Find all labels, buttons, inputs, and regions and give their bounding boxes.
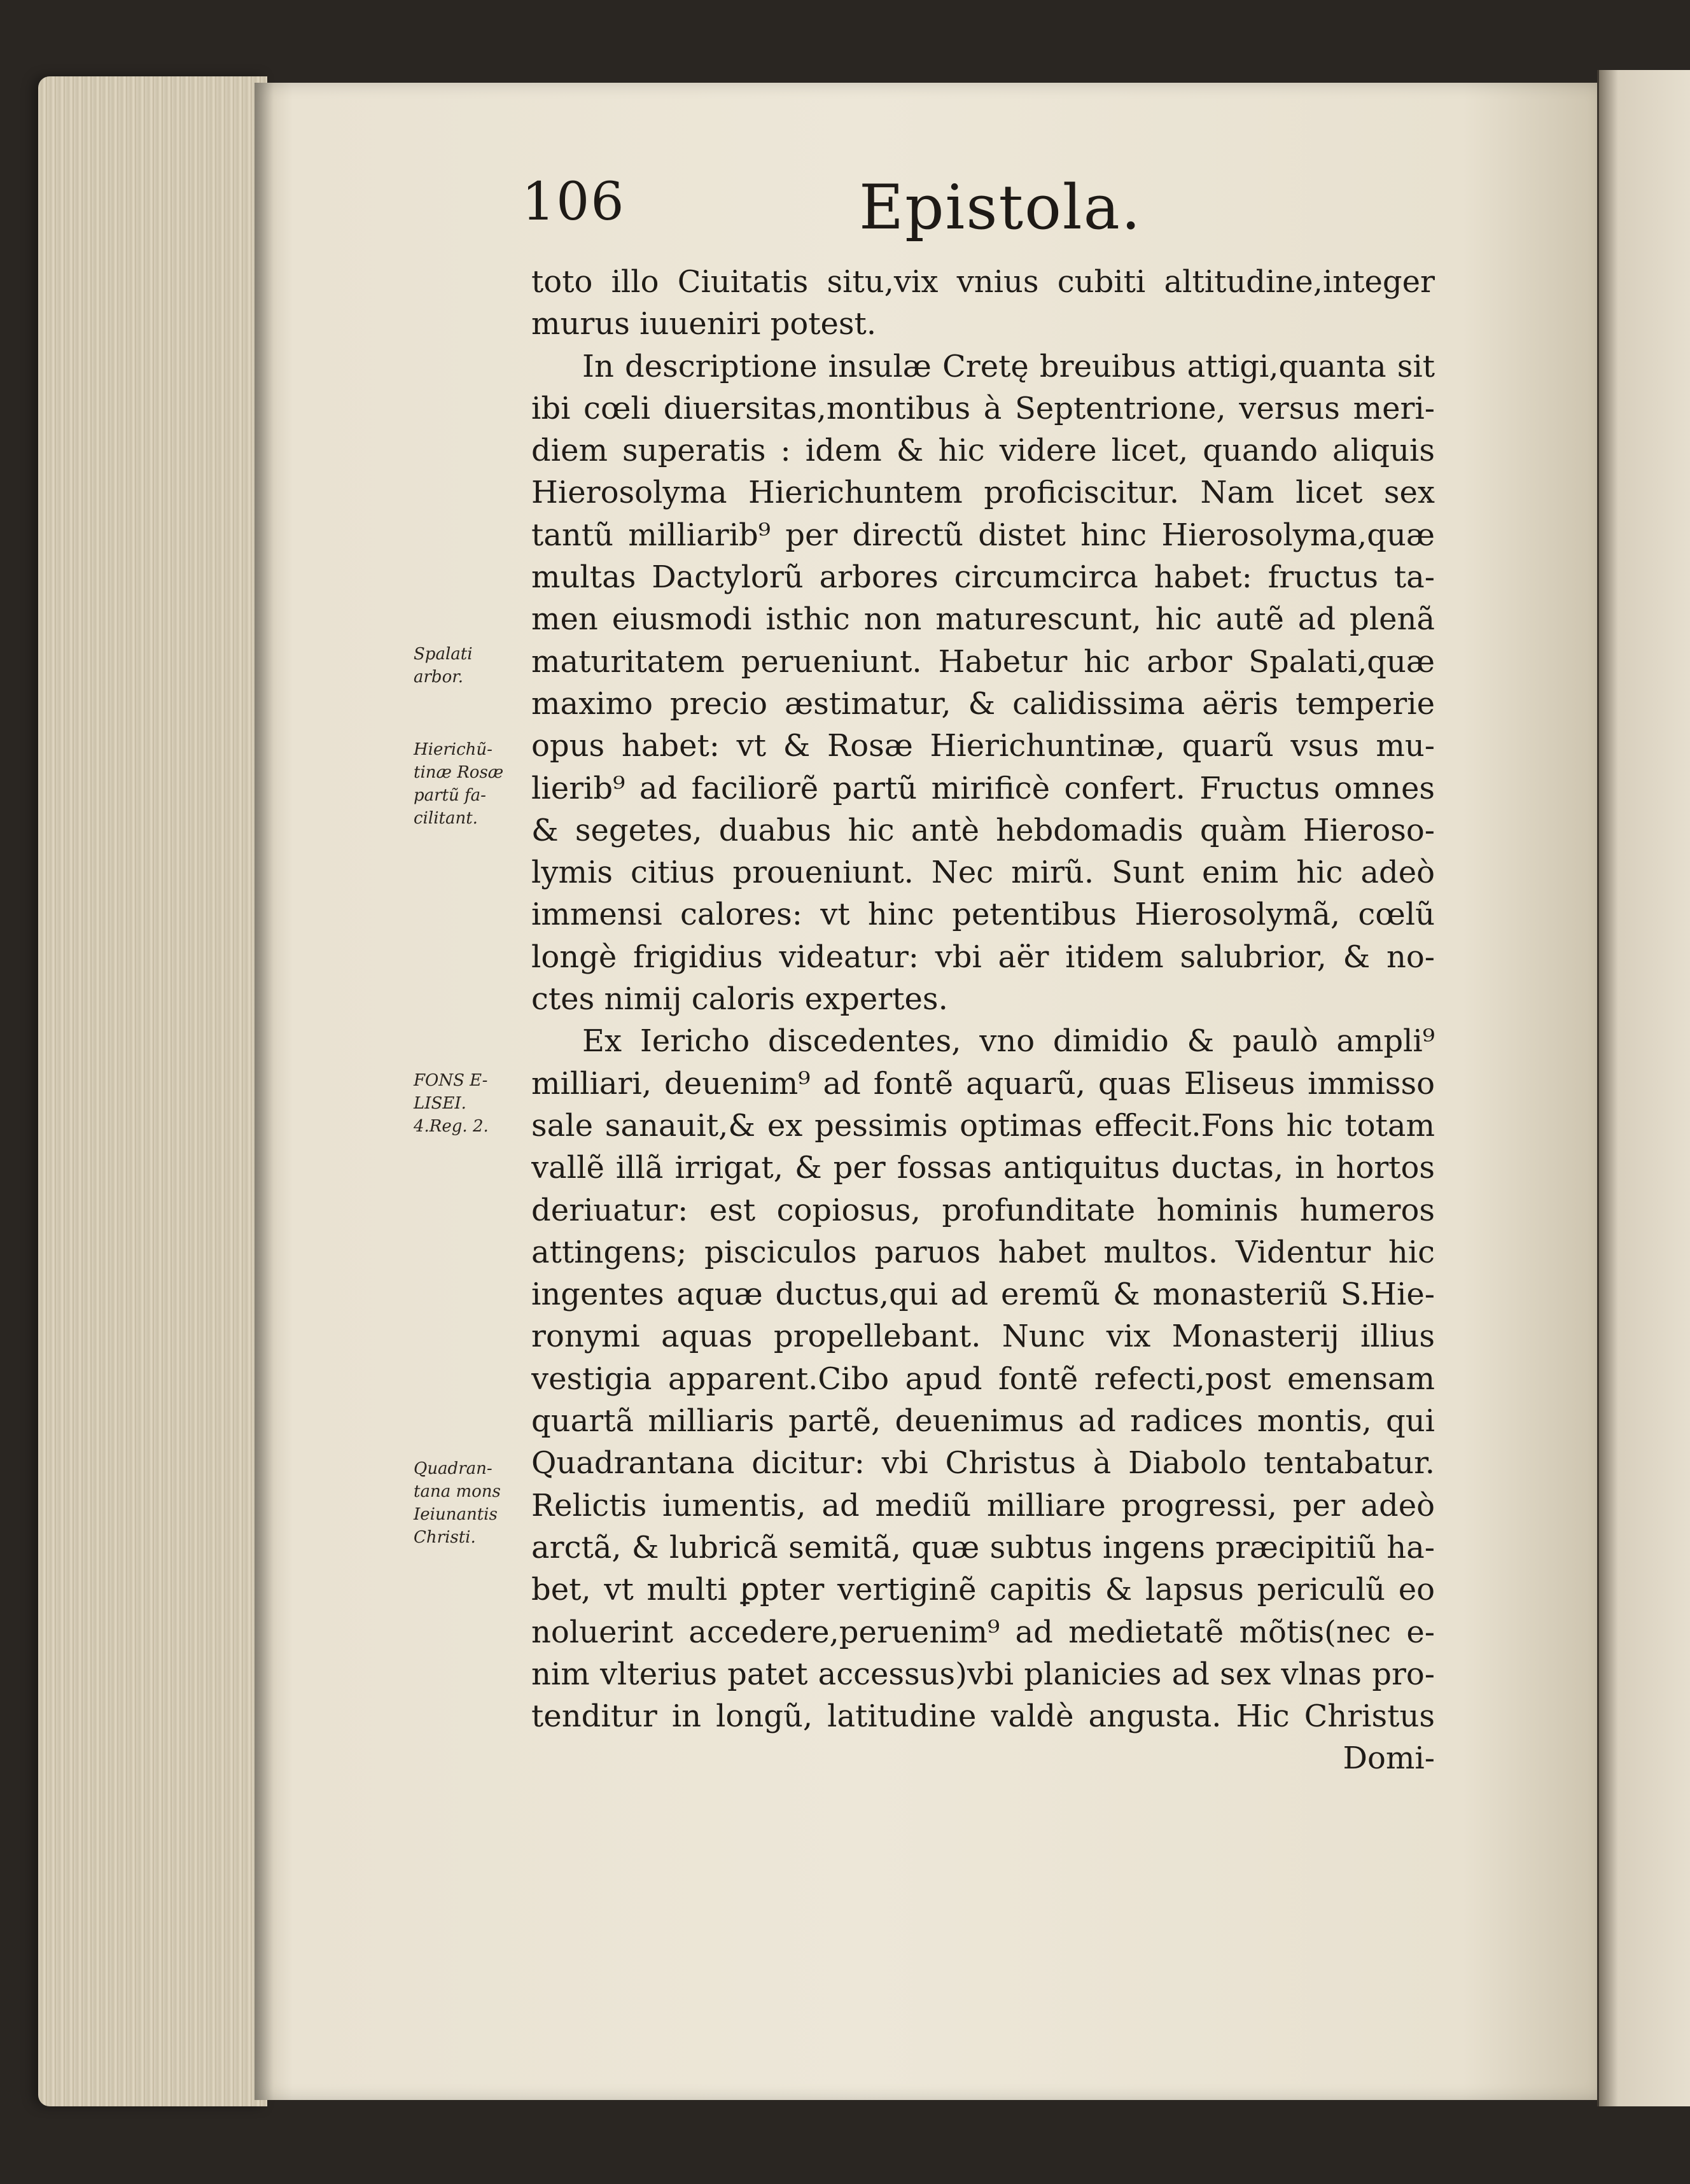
book-page-edges (38, 76, 267, 2106)
margin-note-line: 4.Reg. 2. (414, 1117, 489, 1136)
text-line: arctã, & lubricã semitã, quæ subtus ingens præcipitiũ ha- (531, 1529, 1435, 1565)
text-line: quartã milliaris partẽ, deuenimus ad radices montis, qui (531, 1403, 1435, 1439)
text-line: Hierosolyma Hierichuntem proficiscitur. Nam licet sex (531, 475, 1435, 511)
text-line: ingentes aquæ ductus,qui ad eremũ & monasteriũ S.Hie- (531, 1277, 1435, 1313)
text-line: Quadrantana dicitur: vbi Christus à Diabolo tentabatur. (531, 1445, 1435, 1481)
margin-note-line: LISEI. (414, 1094, 466, 1113)
margin-note-line: Spalati (414, 645, 473, 664)
facing-page-edge (1597, 70, 1690, 2106)
text-line: lymis citius proueniunt. Nec mirũ. Sunt enim hic adeò (531, 855, 1435, 891)
text-line: diem superatis : idem & hic videre licet, quando aliquis (531, 433, 1435, 469)
margin-note-line: Hierichũ- (414, 740, 492, 759)
text-line: milliari, deuenim⁹ ad fontẽ aquarũ, quas Eliseus immisso (531, 1065, 1435, 1102)
text-line: bet, vt multi ꝑpter vertiginẽ capitis & lapsus periculũ eo (531, 1572, 1435, 1608)
margin-note-spalati (414, 643, 528, 689)
gutter-shadow (255, 83, 274, 2100)
text-line: opus habet: vt & Rosæ Hierichuntinæ, quarũ vsus mu- (531, 728, 1435, 764)
text-line: vallẽ illã irrigat, & per fossas antiquitus ductas, in hortos (531, 1150, 1435, 1186)
text-line: ibi cœli diuersitas,montibus à Septentrione, versus meri- (531, 390, 1435, 426)
margin-note-quadrantana (414, 1457, 528, 1549)
text-line: In descriptione insulæ Cretę breuibus attigi,quanta sit (582, 348, 1435, 384)
margin-note-line: Quadran- (414, 1459, 492, 1478)
text-line: & segetes, duabus hic antè hebdomadis quàm Hieroso- (531, 812, 1435, 848)
text-line: attingens; pisciculos paruos habet multos. Videntur hic (531, 1234, 1435, 1270)
text-line: maturitatem perueniunt. Habetur hic arbor Spalati,quæ (531, 643, 1435, 680)
text-line: immensi calores: vt hinc petentibus Hierosolymã, cœlũ (531, 897, 1435, 933)
text-line: ronymi aquas propellebant. Nunc vix Monasterij illius (531, 1319, 1435, 1355)
text-line: longè frigidius videatur: vbi aër itidem salubrior, & no- (531, 939, 1435, 975)
text-line: Ex Iericho discedentes, vno dimidio & paulò ampli⁹ (582, 1023, 1435, 1060)
body-text (531, 261, 1435, 1780)
margin-note-line: Ieiunantis (414, 1505, 498, 1524)
text-line: murus iuueniri potest. (531, 306, 877, 342)
text-line: deriuatur: est copiosus, profunditate hominis humeros (531, 1192, 1435, 1228)
text-line: sale sanauit,& ex pessimis optimas effecit.Fons hic totam (531, 1107, 1435, 1144)
text-line: tantũ milliarib⁹ per directũ distet hinc Hierosolyma,quæ (531, 517, 1435, 553)
text-line: maximo precio æstimatur, & calidissima aëris temperie (531, 685, 1435, 722)
margin-note-line: arbor. (414, 668, 464, 687)
text-line: tenditur in longũ, latitudine valdè angusta. Hic Christus (531, 1698, 1435, 1735)
page-number: 106 (522, 172, 625, 232)
margin-note-line: partũ fa- (414, 786, 486, 805)
margin-note-rosae (414, 738, 528, 830)
text-line: noluerint accedere,peruenim⁹ ad medietatẽ mõtis(nec e- (531, 1614, 1435, 1650)
text-line: nim vlterius patet accessus)vbi planicies ad sex vlnas pro- (531, 1656, 1435, 1692)
margin-note-line: Christi. (414, 1528, 476, 1547)
margin-note-line: cilitant. (414, 809, 478, 828)
text-line: toto illo Ciuitatis situ,vix vnius cubiti altitudine,integer (531, 264, 1435, 300)
text-line: Relictis iumentis, ad mediũ milliare progressi, per adeò (531, 1487, 1435, 1523)
margin-note-fons-elisei (414, 1069, 528, 1138)
margin-note-line: tana mons (414, 1482, 501, 1501)
text-line: lierib⁹ ad faciliorẽ partũ mirificè confert. Fructus omnes (531, 770, 1435, 806)
catchword: Domi- (1343, 1740, 1435, 1777)
text-line: men eiusmodi isthic non maturescunt, hic autẽ ad plenã (531, 601, 1435, 638)
page-header (522, 172, 1413, 248)
running-title: Epistola. (859, 172, 1142, 243)
text-line: ctes nimij caloris expertes. (531, 981, 948, 1018)
text-line: vestigia apparent.Cibo apud fontẽ refecti,post emensam (531, 1361, 1435, 1397)
text-line: multas Dactylorũ arbores circumcirca habet: fructus ta- (531, 559, 1435, 596)
margin-note-line: FONS E- (414, 1071, 488, 1090)
margin-note-line: tinæ Rosæ (414, 763, 504, 782)
